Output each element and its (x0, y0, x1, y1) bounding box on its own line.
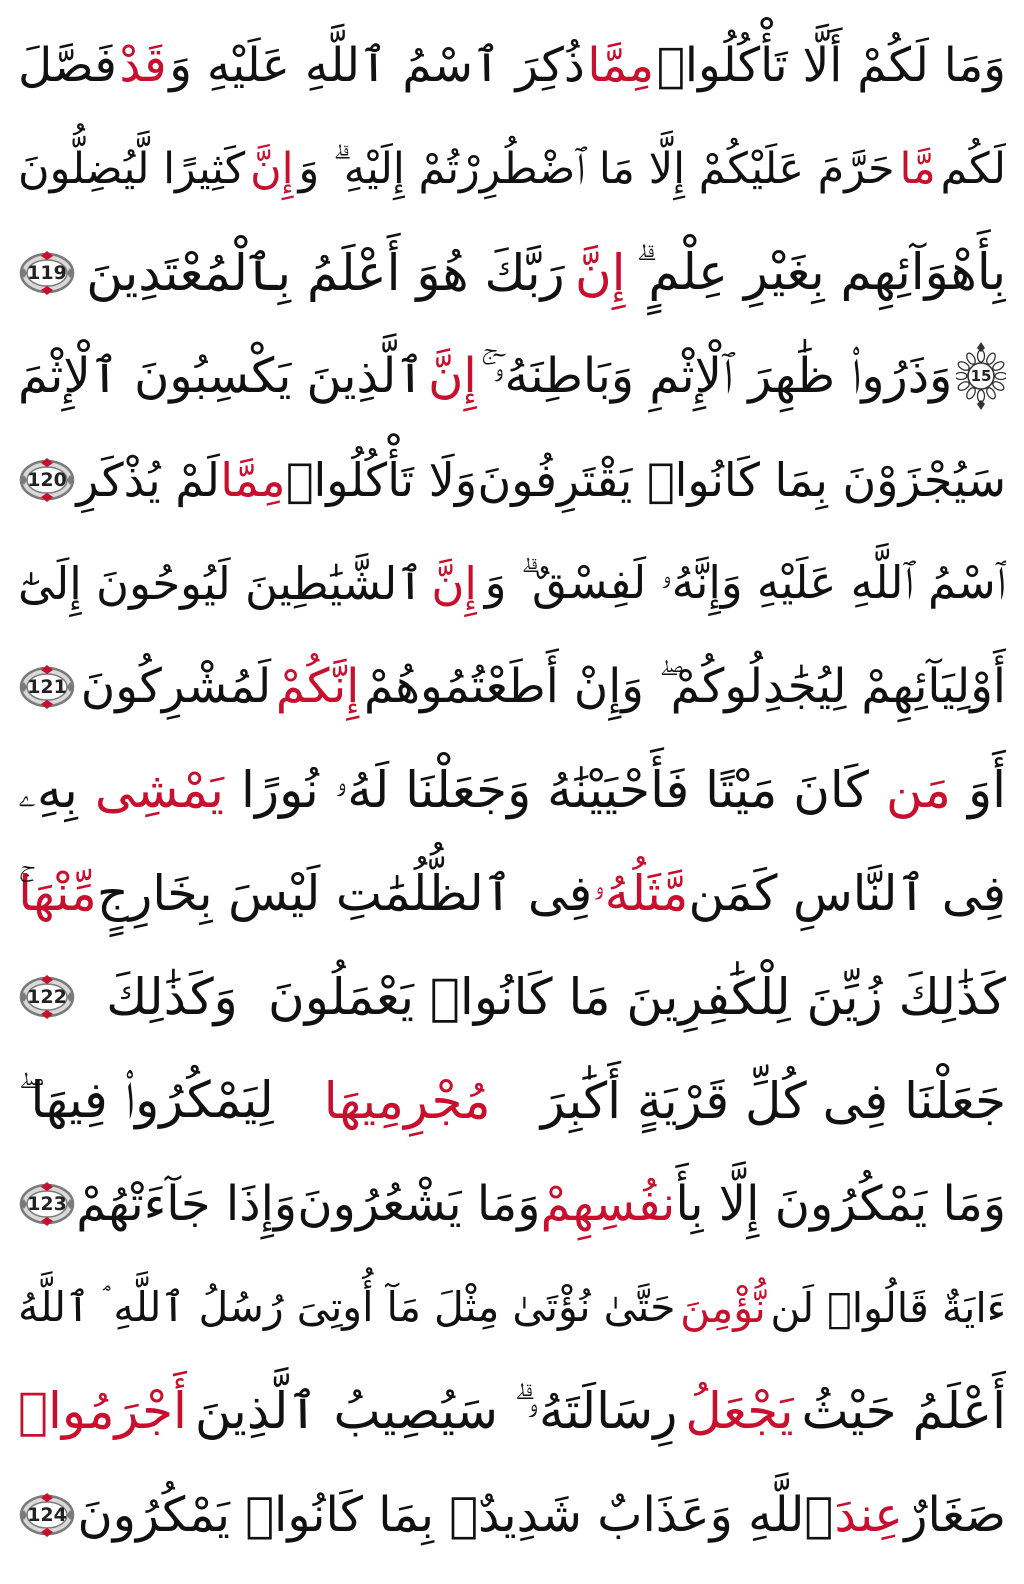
tajweed-highlight-word: قَدْ (119, 38, 167, 94)
verse-text: وَإِذَا جَآءَتْهُمْ (76, 1176, 298, 1233)
verse-number: 122 (27, 986, 67, 1009)
verse-number-marker (18, 1180, 76, 1228)
verse-text: ءَايَةٌ قَالُوا۟ لَن (770, 1283, 1006, 1332)
verse-text: كَانَ مَيْتًا فَأَحْيَيْنَٰهُ وَجَعَلْنَا لَهُۥ نُورًا (241, 760, 869, 819)
tajweed-highlight-word: إِنَّكُمْ (275, 659, 360, 715)
quran-text-line (18, 635, 1006, 739)
quran-text-line (18, 946, 1006, 1050)
verse-text: أَوْلِيَآئِهِمْ لِيُجَٰدِلُوكُمْ ۖ وَإِنْ أَطَعْتُمُوهُمْ (363, 658, 1006, 714)
hizb-marker (956, 341, 1006, 411)
verse-text: صَغَارٌ (904, 1486, 1006, 1543)
verse-number-marker (18, 456, 76, 504)
verse-text: كَثِيرًا لَّيُضِلُّونَ (18, 144, 246, 195)
verse-text: جَعَلْنَا فِى كُلِّ قَرْيَةٍ أَكَٰبِرَ (540, 1071, 1006, 1130)
quran-text-line (18, 14, 1006, 118)
verse-text: حَرَّمَ عَلَيْكُمْ إِلَّا مَا ٱضْطُرِرْتُمْ إِلَيْهِ ۗ وَ (298, 144, 895, 195)
tajweed-highlight-word: مِمَّا (587, 38, 655, 94)
verse-number-marker (18, 973, 76, 1021)
tajweed-highlight-word: يَجْعَلُ (685, 1382, 794, 1441)
verse-text: وَمَا يَمْكُرُونَ إِلَّا بِأَ (675, 1176, 1006, 1233)
verse-text: وَلَا تَأْكُلُوا۟ (285, 452, 478, 507)
verse-text: فِى ٱلظُّلُمَٰتِ لَيْسَ بِخَارِجٍ (97, 865, 593, 923)
tajweed-highlight-word: إِنَّ (250, 144, 294, 195)
verse-number-marker (18, 249, 76, 297)
verse-text: لِيَمْكُرُوا۟ فِيهَا ۖ (18, 1071, 274, 1130)
verse-text: ٱلشَّيَٰطِينَ لَيُوحُونَ إِلَىٰٓ (18, 556, 424, 610)
verse-text: وَمَا يَشْعُرُونَ (297, 1176, 541, 1233)
verse-text: أَعْلَمُ حَيْثُ (801, 1382, 1006, 1441)
verse-text: ٱسْمُ ٱللَّهِ عَلَيْهِ وَإِنَّهُۥ لَفِسْقٌ ۗ وَ (484, 556, 1006, 610)
quran-text-line (18, 1153, 1006, 1257)
verse-text: وَمَا لَكُمْ أَلَّا تَأْكُلُوا۟ (656, 38, 1006, 94)
verse-text: ٱللَّهِ وَعَذَابٌ شَدِيدٌۢ بِمَا كَانُوا۟ يَمْكُرُونَ (77, 1486, 834, 1543)
verse-number-marker (18, 1491, 76, 1539)
verse-text: فِى ٱلنَّاسِ كَمَن (688, 865, 1006, 923)
tajweed-highlight-word: مُجْرِمِيهَا (323, 1071, 491, 1130)
verse-text: حَتَّىٰ نُؤْتَىٰ مِثْلَ مَآ أُوتِىَ رُسُلُ ٱللَّهِ ۘ ٱللَّهُ (18, 1283, 676, 1332)
verse-text: رَبَّكَ هُوَ أَعْلَمُ بِٱلْمُعْتَدِينَ (86, 243, 565, 302)
verse-text: وَكَذَٰلِكَ (106, 968, 238, 1027)
verse-text: وَذَرُوا۟ ظَٰهِرَ ٱلْإِثْمِ وَبَاطِنَهُۥٓ ۚ (480, 347, 953, 404)
quran-text-line (18, 118, 1006, 222)
quran-text-line (18, 1360, 1006, 1464)
tajweed-highlight-word: يَمْشِى (94, 761, 224, 820)
verse-number: 124 (27, 1503, 67, 1526)
tajweed-highlight-word: إِنَّ (574, 243, 626, 302)
quran-text-line (18, 428, 1006, 532)
quran-text-line (18, 532, 1006, 636)
verse-number: 121 (27, 675, 67, 698)
verse-number: 123 (27, 1193, 67, 1216)
verse-text: ذُكِرَ ٱسْمُ ٱللَّهِ عَلَيْهِ وَ (169, 38, 585, 94)
quran-text-line (18, 221, 1006, 325)
verse-text: ٱلَّذِينَ يَكْسِبُونَ ٱلْإِثْمَ (18, 348, 425, 405)
tajweed-highlight-word: مَّا (899, 144, 936, 195)
verse-text: سَيُجْزَوْنَ بِمَا كَانُوا۟ يَقْتَرِفُونَ (477, 452, 1006, 507)
quran-text-line (18, 739, 1006, 843)
tajweed-highlight-word: إِنَّ (428, 348, 477, 405)
mushaf-page (18, 14, 1006, 1570)
verse-text: بِأَهْوَآئِهِم بِغَيْرِ عِلْمٍ ۗ (635, 243, 1006, 302)
tajweed-highlight-word: أَجْرَمُوا۟ (18, 1382, 187, 1441)
tajweed-highlight-word: مِّنْهَا (18, 865, 97, 923)
quran-text-line (18, 842, 1006, 946)
quran-text-line (18, 1256, 1006, 1360)
tajweed-highlight-word: مَّثَلُهُۥ (592, 864, 689, 922)
verse-text: لَكُم (940, 144, 1006, 195)
verse-text: رِسَالَتَهُۥ ۗ سَيُصِيبُ ٱلَّذِينَ (194, 1381, 678, 1440)
quran-text-line (18, 1463, 1006, 1567)
verse-number: 120 (27, 468, 67, 491)
verse-text: بِهِۦ (18, 760, 78, 819)
verse-text: أَوَ (967, 761, 1006, 820)
verse-text: فَصَّلَ (18, 38, 117, 94)
tajweed-highlight-word: إِنَّ (431, 556, 477, 610)
quran-text-line (18, 325, 1006, 429)
hizb-number: 15 (970, 367, 992, 386)
verse-number: 119 (27, 261, 67, 284)
tajweed-highlight-word: عِندَ (834, 1486, 903, 1543)
verse-number-marker (18, 663, 76, 711)
tajweed-highlight-word: نفُسِهِمْ (540, 1176, 676, 1233)
quran-text-line (18, 1049, 1006, 1153)
verse-text: لَمْ يُذْكَرِ (76, 452, 220, 507)
verse-text: لَمُشْرِكُونَ (80, 659, 272, 715)
verse-text: كَذَٰلِكَ زُيِّنَ لِلْكَٰفِرِينَ مَا كَانُوا۟ يَعْمَلُونَ (267, 968, 1006, 1027)
tajweed-highlight-word: مِمَّا (220, 452, 286, 507)
tajweed-highlight-word: نُّؤْمِنَ (680, 1283, 766, 1332)
tajweed-highlight-word: مَن (886, 761, 951, 820)
